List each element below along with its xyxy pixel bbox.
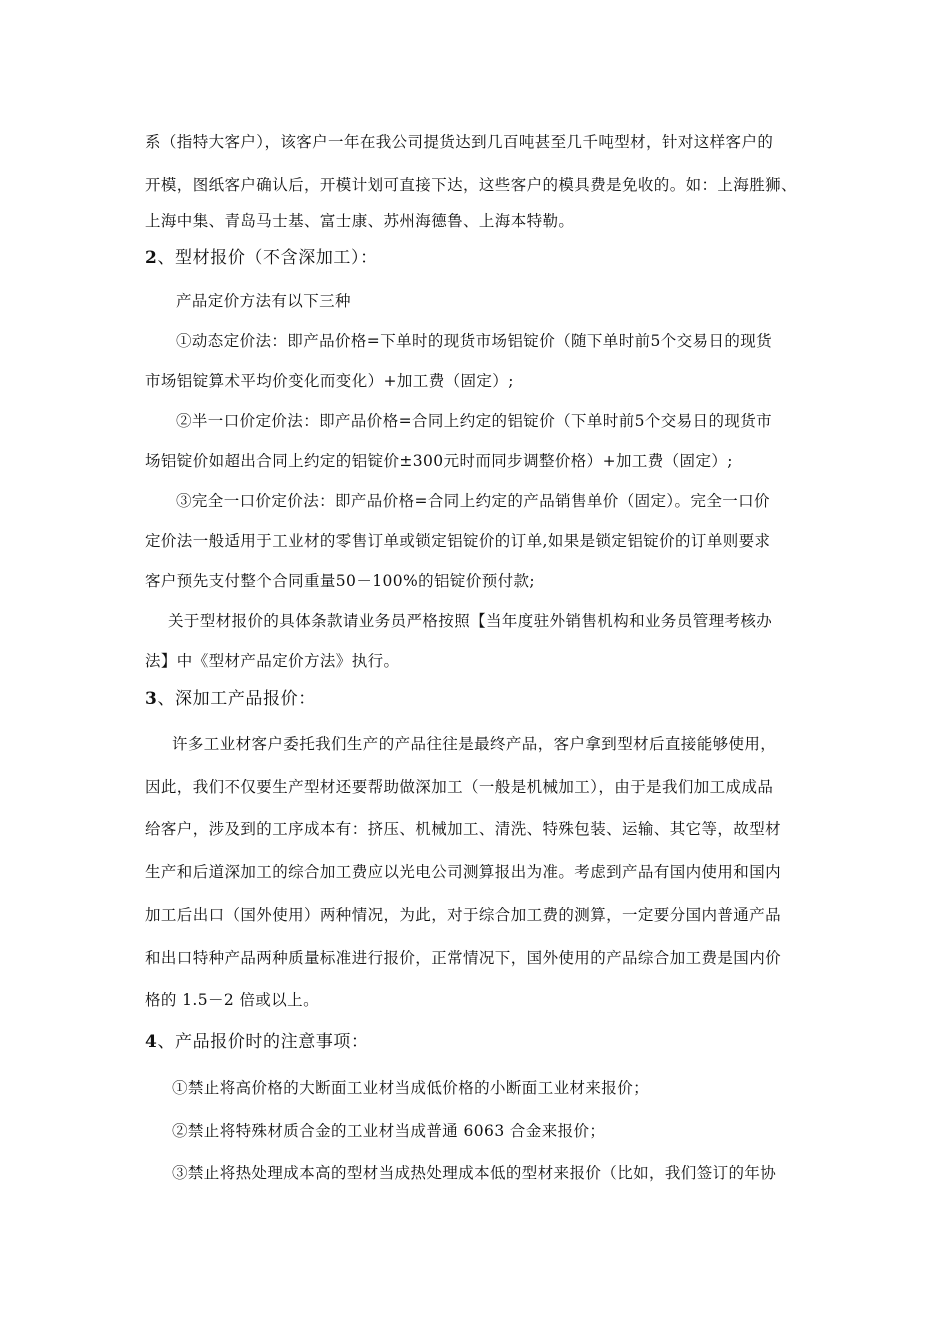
section-title: 、型材报价（不含深加工）： — [157, 248, 378, 268]
policy-line: 关于型材报价的具体条款请业务员严格按照【当年度驻外销售机构和业务员管理考核办 — [168, 612, 773, 630]
paragraph-line: 因此，我们不仅要生产型材还要帮助做深加工（一般是机械加工），由于是我们加工成成品 — [145, 778, 774, 796]
note-item: ②禁止将特殊材质合金的工业材当成普通 6063 合金来报价； — [172, 1122, 606, 1140]
paragraph-line: 生产和后道深加工的综合加工费应以光电公司测算报出为准。考虑到产品有国内使用和国内 — [145, 863, 782, 881]
section-2-heading — [145, 247, 810, 269]
paragraph-line: 格的 1.5－2 倍或以上。 — [145, 991, 319, 1009]
note-item: ③禁止将热处理成本高的型材当成热处理成本低的型材来报价（比如，我们签订的年协 — [172, 1164, 777, 1182]
paragraph-line: 系（指特大客户），该客户一年在我公司提货达到几百吨甚至几千吨型材，针对这样客户的 — [145, 133, 774, 151]
section-title: 、产品报价时的注意事项： — [157, 1032, 369, 1052]
paragraph-line: 和出口特种产品两种质量标准进行报价，正常情况下，国外使用的产品综合加工费是国内价 — [145, 949, 782, 967]
note-item: ①禁止将高价格的大断面工业材当成低价格的小断面工业材来报价； — [172, 1079, 650, 1097]
section-number: 3 — [145, 689, 158, 709]
method-2-line: 场铝锭价如超出合同上约定的铝锭价±300元时而同步调整价格）+加工费（固定）; — [145, 452, 733, 470]
method-3-line: 定价法一般适用于工业材的零售订单或锁定铝锭价的订单,如果是锁定铝锭价的订单则要求 — [145, 532, 771, 550]
paragraph-line: 开模，图纸客户确认后，开模计划可直接下达，这些客户的模具费是免收的。如：上海胜狮、 — [145, 176, 797, 194]
section-4-heading — [145, 1031, 810, 1053]
paragraph-line: 上海中集、青岛马士基、富士康、苏州海德鲁、上海本特勒。 — [145, 212, 575, 230]
section-number: 4 — [145, 1032, 158, 1052]
section-3-heading — [145, 688, 810, 710]
intro-line: 产品定价方法有以下三种 — [176, 292, 351, 310]
paragraph-line: 加工后出口（国外使用）两种情况，为此，对于综合加工费的测算，一定要分国内普通产品 — [145, 906, 782, 924]
method-1-line: 市场铝锭算术平均价变化而变化）+加工费（固定）; — [145, 372, 514, 390]
method-3-line: ③完全一口价定价法：即产品价格=合同上约定的产品销售单价（固定）。完全一口价 — [176, 492, 770, 510]
paragraph-line: 许多工业材客户委托我们生产的产品往往是最终产品，客户拿到型材后直接能够使用， — [172, 735, 777, 753]
policy-line: 法】中《型材产品定价方法》执行。 — [145, 652, 400, 670]
section-number: 2 — [145, 248, 158, 268]
section-title: 、深加工产品报价： — [157, 689, 316, 709]
paragraph-line: 给客户，涉及到的工序成本有：挤压、机械加工、清洗、特殊包装、运输、其它等，故型材 — [145, 820, 782, 838]
method-1-line: ①动态定价法：即产品价格=下单时的现货市场铝锭价（随下单时前5个交易日的现货 — [176, 332, 773, 350]
method-3-line: 客户预先支付整个合同重量50－100%的铝锭价预付款; — [145, 572, 536, 590]
method-2-line: ②半一口价定价法：即产品价格=合同上约定的铝锭价（下单时前5个交易日的现货市 — [176, 412, 773, 430]
